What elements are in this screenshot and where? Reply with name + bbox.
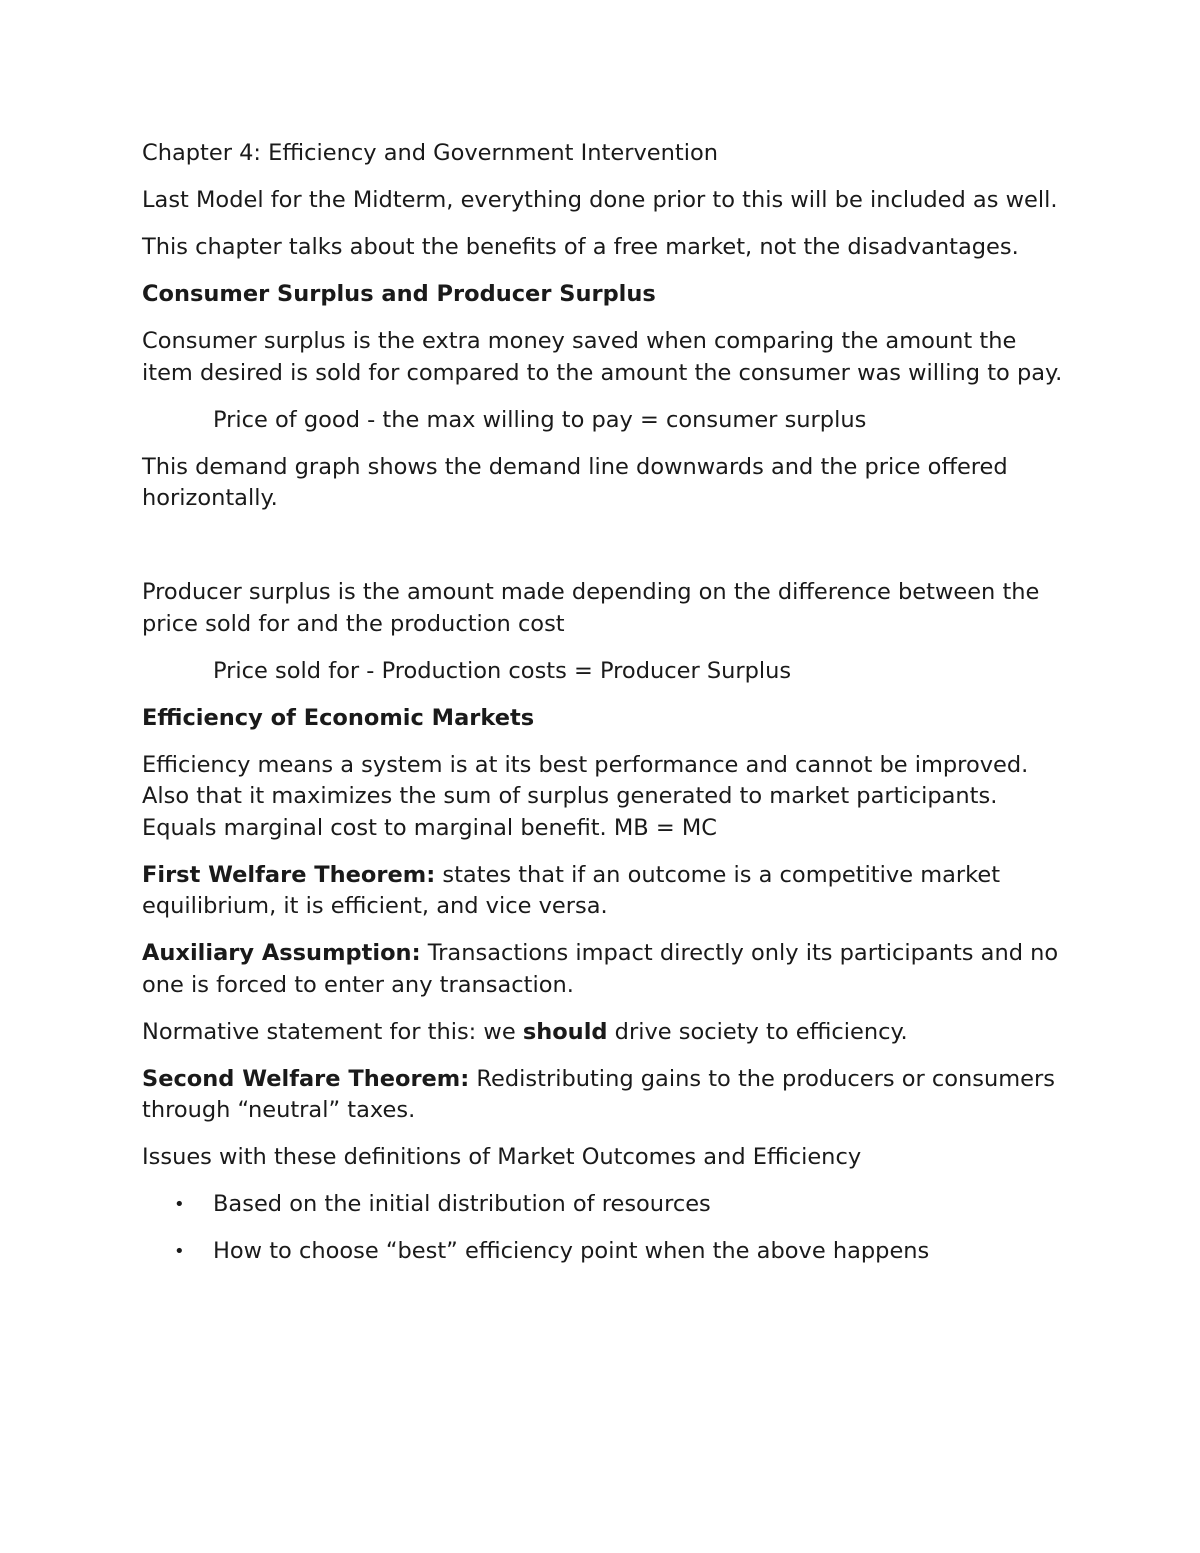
paragraph-auxiliary-assumption	[142, 938, 1072, 1001]
list-item-text: How to choose “best” efficiency point when the above happens	[213, 1238, 930, 1264]
bullet-icon: •	[174, 1241, 185, 1262]
first-welfare-text: states that if an outcome is a competitive market equilibrium, it is efficient, and vice versa.	[142, 861, 1001, 919]
paragraph-normative-statement	[142, 1017, 1072, 1049]
paragraph-chapter-summary: This chapter talks about the benefits of a free market, not the disadvantages.	[142, 234, 1019, 260]
bullet-icon: •	[174, 1194, 185, 1215]
paragraph-first-welfare-theorem	[142, 860, 1072, 923]
paragraph-midterm-note: Last Model for the Midterm, everything done prior to this will be included as well.	[142, 187, 1058, 213]
paragraph-producer-surplus: Producer surplus is the amount made depending on the difference between the price sold for and the production cost	[142, 579, 1040, 637]
auxiliary-text: Transactions impact directly only its participants and no one is forced to enter any transaction.	[142, 940, 1059, 998]
normative-before: Normative statement for this: we	[142, 1018, 523, 1045]
paragraph-issues-intro: Issues with these definitions of Market Outcomes and Efficiency	[142, 1144, 862, 1170]
document-body	[142, 138, 1072, 1283]
paragraph-demand-graph: This demand graph shows the demand line downwards and the price offered horizontally.	[142, 453, 1008, 511]
normative-emphasis: should	[522, 1018, 608, 1045]
second-welfare-label: Second Welfare Theorem:	[142, 1065, 470, 1092]
formula-consumer-surplus: Price of good - the max willing to pay = consumer surplus	[213, 406, 867, 433]
list-item	[142, 1236, 1072, 1268]
heading-consumer-producer-surplus: Consumer Surplus and Producer Surplus	[142, 281, 656, 307]
heading-efficiency-markets: Efficiency of Economic Markets	[142, 704, 535, 731]
document-title: Chapter 4: Efficiency and Government Intervention	[142, 140, 718, 166]
paragraph-consumer-surplus: Consumer surplus is the extra money saved when comparing the amount the item desired is sold for compared to the amount the consumer was willing to pay.	[142, 328, 1063, 386]
blank-line	[142, 530, 1072, 577]
auxiliary-label: Auxiliary Assumption:	[142, 940, 421, 966]
list-item-text: Based on the initial distribution of resources	[213, 1191, 711, 1217]
paragraph-efficiency-definition: Efficiency means a system is at its best performance and cannot be improved. Also that it maximizes the sum of surplus generated to market participants. Equals marginal cost to marginal benefit. MB = MC	[142, 751, 1029, 841]
second-welfare-text: Redistributing gains to the producers or consumers through “neutral” taxes.	[142, 1065, 1055, 1123]
issues-bullet-list	[142, 1189, 1072, 1268]
paragraph-second-welfare-theorem	[142, 1064, 1072, 1127]
formula-producer-surplus: Price sold for - Production costs = Producer Surplus	[213, 657, 792, 684]
list-item	[142, 1189, 1072, 1221]
normative-after: drive society to efficiency.	[607, 1018, 908, 1045]
first-welfare-label: First Welfare Theorem:	[142, 861, 436, 888]
